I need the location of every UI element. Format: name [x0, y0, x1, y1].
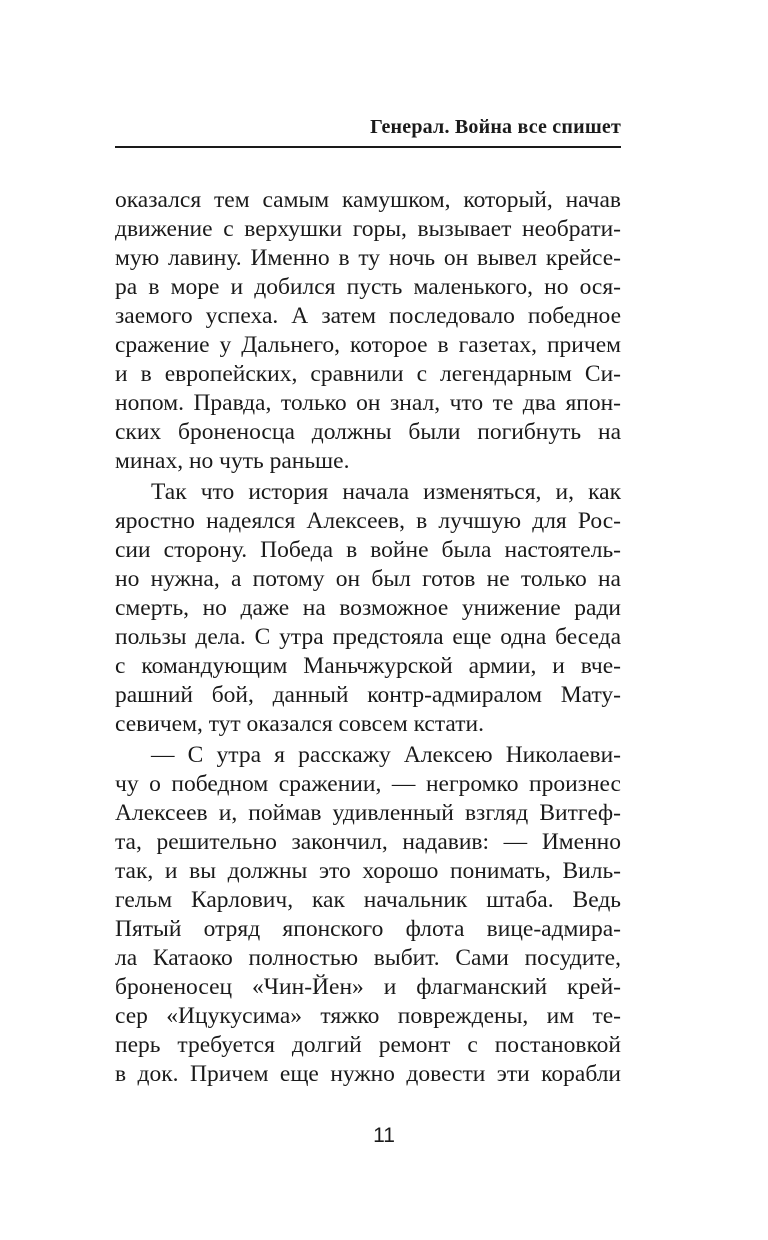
text-line: и в европейских, сравнили с легендарным Си- — [115, 361, 621, 387]
text-line: гельм Карлович, как начальник штаба. Ведь — [115, 887, 621, 913]
text-line: сер «Ицукусима» тяжко повреждены, им те- — [115, 1003, 621, 1029]
text-line: сражение у Дальнего, которое в газетах, причем — [115, 332, 621, 358]
text-line: оказался тем самым камушком, который, начав — [115, 187, 621, 213]
header-rule — [115, 146, 621, 148]
text-line: чу о победном сражении, — негромко произнес — [115, 771, 621, 797]
page-number: 11 — [373, 1124, 395, 1147]
body-text — [115, 186, 621, 1089]
text-line: так, и вы должны это хорошо понимать, Виль- — [115, 858, 621, 884]
text-line: та, решительно закончил, надавив: — Именно — [115, 829, 621, 855]
text-line: Алексеев и, поймав удивленный взгляд Витгеф- — [115, 800, 621, 826]
running-header: Генерал. Война все спишет — [370, 116, 621, 138]
text-line: минах, но чуть раньше. — [115, 448, 350, 474]
text-line: нопом. Правда, только он знал, что те два япон- — [115, 390, 621, 416]
text-line: сии сторону. Победа в войне была настоятель- — [115, 537, 621, 563]
text-line: Так что история начала изменяться, и, как — [151, 479, 621, 505]
text-line: смерть, но даже на возможное унижение ради — [115, 595, 621, 621]
text-line: с командующим Маньчжурской армии, и вче- — [115, 653, 621, 679]
text-line: — С утра я расскажу Алексею Николаеви- — [151, 742, 621, 768]
text-line: в док. Причем еще нужно довести эти корабли — [115, 1061, 621, 1087]
text-line: но нужна, а потому он был готов не только на — [115, 566, 621, 592]
text-line: яростно надеялся Алексеев, в лучшую для Рос- — [115, 508, 621, 534]
text-line: заемого успеха. А затем последовало победное — [115, 303, 621, 329]
text-line: Пятый отряд японского флота вице-адмира- — [115, 916, 621, 942]
text-line: севичем, тут оказался совсем кстати. — [115, 711, 484, 737]
text-line: движение с верхушки горы, вызывает необрати- — [115, 216, 621, 242]
text-line: мую лавину. Именно в ту ночь он вывел крейсе- — [115, 245, 621, 271]
text-line: ских броненосца должны были погибнуть на — [115, 419, 621, 445]
text-line: ла Катаоко полностью выбит. Сами посудите, — [115, 945, 621, 971]
text-line: рашний бой, данный контр-адмиралом Мату- — [115, 682, 621, 708]
text-line: броненосец «Чин-Йен» и флагманский крей- — [115, 974, 621, 1000]
text-line: перь требуется долгий ремонт с постановкой — [115, 1032, 621, 1058]
text-line: пользы дела. С утра предстояла еще одна беседа — [115, 624, 621, 650]
text-line: ра в море и добился пусть маленького, но ося- — [115, 274, 621, 300]
